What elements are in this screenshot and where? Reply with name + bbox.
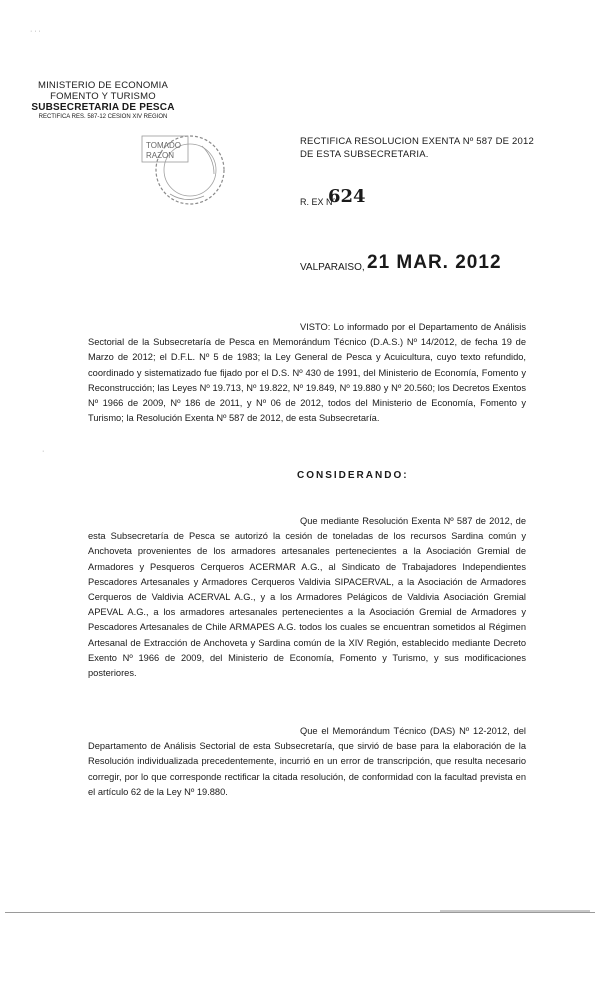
ministry-name: MINISTERIO DE ECONOMIA: [37, 80, 169, 91]
considerando-paragraph-2: [88, 724, 526, 800]
subject-line-1: RECTIFICA RESOLUCION EXENTA Nº 587 DE 2012: [300, 136, 534, 147]
margin-mark: ·: [42, 448, 45, 455]
seal-stamp-icon: [140, 128, 226, 210]
considerando-text-2: Que el Memorándum Técnico (DAS) Nº 12-2012, del Departamento de Análisis Sectorial de esta Subsecretaría, que sirvió de base para la elaboración de la Resolución individualizada precedentemente, incurrió en un error de transcripción, que resulta necesario corregir, por lo que corresponde rectificar la citada resolución, de conformidad con la facultad prevista en el artículo 62 de la Ley Nº 19.880.: [88, 726, 526, 797]
resolution-label: R. EX Nº: [300, 197, 336, 207]
subject-block: [300, 135, 534, 161]
considerando-paragraph-1: [88, 514, 526, 681]
considerando-text-1: Que mediante Resolución Exenta Nº 587 de 2012, de esta Subsecretaría de Pesca se autorizó la cesión de toneladas de los recursos Sardina común y Anchoveta provenientes de los armadores artesanales pertenecientes a la Asociación Gremial de Armadores y Pesqueros Cerqueros ACERMAR A.G., al Sindicato de Trabajadores Independientes Pescadores Artesanales y Armadores Cerqueros Valdivia SIPACERVAL, a la Asociación de Armadores Cerqueros de Valdivia ACERVAL A.G., y a los Armadores Pelágicos de Valdivia Asociación Gremial APEVAL A.G., a los armadores artesanales pertenecientes a la Asociación Gremial de Armadores y Pescadores Artesanales de Chile ARMAPES A.G. todos los cuales se encuentran sometidos al Régimen Artesanal de Extracción de Anchoveta y Sardina común de la XIV Región, establecido mediante Decreto Exento Nº 1966 de 2009, del Ministerio de Economía, Fomento y Turismo, y sus modificaciones posteriores.: [88, 516, 526, 679]
ministry-subtitle: FOMENTO Y TURISMO: [50, 91, 156, 102]
scan-artifact: · · ·: [30, 28, 41, 35]
subsecretariat-name: SUBSECRETARIA DE PESCA: [31, 102, 175, 113]
visto-paragraph: [88, 320, 526, 426]
letterhead: [8, 80, 198, 121]
page-divider: [5, 912, 595, 913]
date-place: VALPARAISO,: [300, 262, 365, 273]
stamp-line-2: RAZON: [146, 151, 174, 160]
scan-edge: [440, 910, 590, 912]
document-reference: RECTIFICA RES. 587-12 CESION XIV REGION: [38, 114, 168, 120]
resolution-number: 624: [328, 186, 366, 207]
visto-text: VISTO: Lo informado por el Departamento de Análisis Sectorial de la Subsecretaría de Pesca en Memorándum Técnico (D.A.S.) Nº 14/2012, de fecha 19 de Marzo de 2012; el D.F.L. Nº 5 de 1983; la Ley General de Pesca y Acuicultura, cuyo texto refundido, coordinado y sistematizado fue fijado por el D.S. Nº 430 de 1991, del Ministerio de Economía, Fomento y Reconstrucción; las Leyes Nº 19.713, Nº 19.822, Nº 19.849, Nº 19.880 y Nº 20.560; los Decretos Exentos Nº 1966 de 2009, Nº 186 de 2011, y Nº 06 de 2012, todos del Ministerio de Economía, Fomento y Turismo; la Resolución Exenta Nº 587 de 2012, de esta Subsecretaría.: [88, 322, 526, 424]
date-value: 21 MAR. 2012: [367, 252, 502, 273]
considerando-heading: CONSIDERANDO:: [297, 470, 409, 481]
subject-line-2: DE ESTA SUBSECRETARIA.: [300, 149, 429, 160]
stamp-line-1: TOMADO: [146, 141, 181, 150]
